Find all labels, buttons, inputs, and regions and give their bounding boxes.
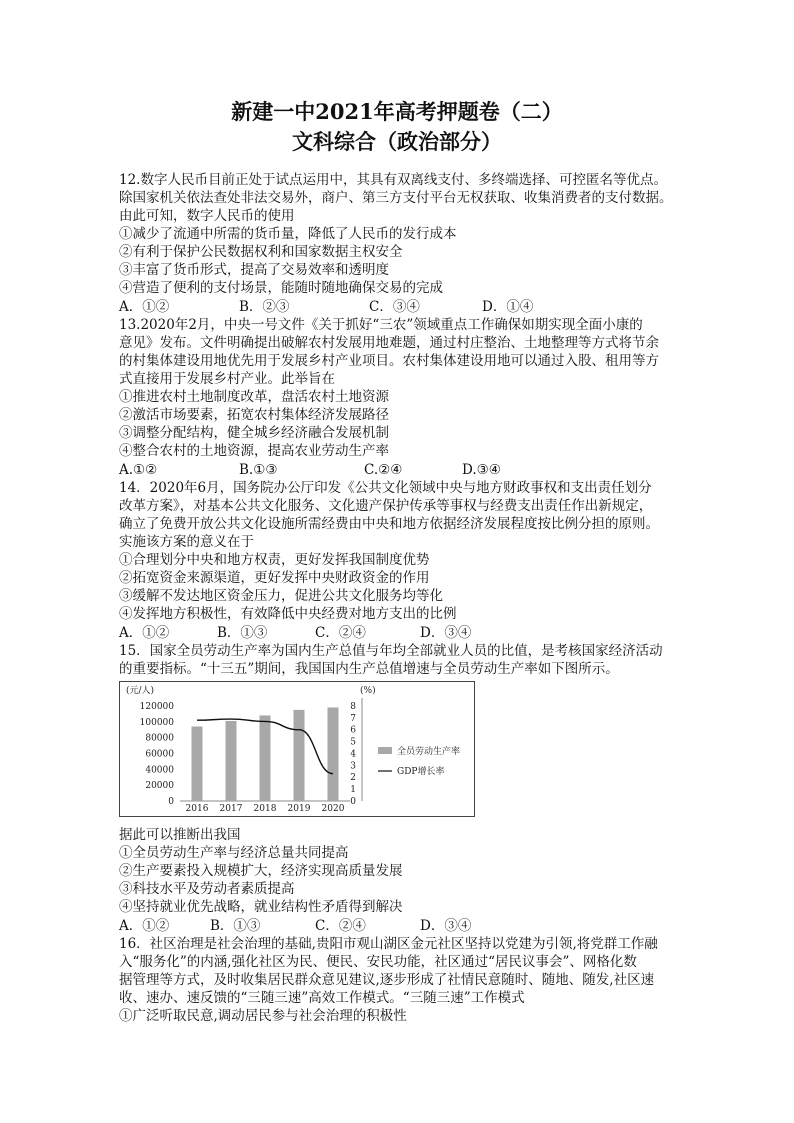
q12-option-a[interactable]: A．①② — [119, 299, 170, 315]
right-tick-label: 8 — [350, 701, 356, 712]
left-axis-unit: (元/人) — [126, 686, 155, 696]
x-tick-label: 2018 — [253, 804, 277, 814]
q13-option-c[interactable]: C.②④ — [364, 462, 403, 478]
chart-svg — [120, 682, 474, 816]
q16-line: 16．社区治理是社会治理的基础,贵阳市观山湖区金元社区坚持以党建为引领,将党群工作融 — [119, 936, 658, 952]
q12-line: 除国家机关依法查处非法交易外，商户、第三方支付平台无权获取、收集消费者的支付数据。 — [119, 190, 673, 206]
q14-line: 14．2020年6月，国务院办公厅印发《公共文化领域中央与地方财政事权和支出责任划分 — [119, 480, 652, 496]
q12-option-b[interactable]: B．②③ — [239, 299, 290, 315]
q14-line: ①合理划分中央和地方权责，更好发挥我国制度优势 — [119, 552, 430, 568]
q16-line: ①广泛听取民意,调动居民参与社会治理的积极性 — [119, 1008, 407, 1024]
q12-line: 由此可知，数字人民币的使用 — [119, 208, 295, 224]
bar-productivity — [328, 708, 339, 801]
q14-option-c[interactable]: C．②④ — [315, 625, 366, 641]
q14-option-b[interactable]: B．①③ — [217, 625, 268, 641]
q14-line: 确立了免费开放公共文化设施所需经费由中央和地方依据经济发展程度按比例分担的原则。 — [119, 516, 659, 532]
exam-subtitle: 文科综合（政治部分） — [292, 129, 502, 154]
q13-option-a[interactable]: A.①② — [119, 462, 158, 478]
q16-line: 收、速办、速反馈的“三随三速”高效工作模式。“三随三速”工作模式 — [119, 990, 525, 1006]
q13-line: 的村集体建设用地优先用于发展乡村产业项目。农村集体建设用地可以通过入股、租用等方 — [119, 353, 659, 369]
q16-line: 据管理等方式，及时收集居民群众意见建议,逐步形成了社情民意随时、随地、随发,社区速 — [119, 972, 655, 988]
left-tick-label: 100000 — [139, 717, 174, 728]
right-tick-label: 1 — [350, 785, 356, 796]
q12-line: ②有利于保护公民数据权利和国家数据主权安全 — [119, 244, 403, 260]
q14-option-a[interactable]: A．①② — [119, 625, 170, 641]
q15-option-a[interactable]: A．①② — [119, 918, 170, 934]
right-tick-label: 4 — [350, 749, 356, 760]
x-tick-label: 2016 — [185, 804, 209, 814]
q12-line: 12.数字人民币目前正处于试点运用中，其具有双离线支付、多终端选择、可控匿名等优点。 — [119, 172, 667, 188]
q12-option-c[interactable]: C．③④ — [369, 299, 420, 315]
q14-line: ②拓宽资金来源渠道，更好发挥中央财政资金的作用 — [119, 570, 430, 586]
q13-line: 式直接用于发展乡村产业。此举旨在 — [119, 371, 335, 387]
q13-line: 意见》发布。文件明确提出破解农村发展用地难题，通过村庄整治、土地整理等方式将节余 — [119, 335, 659, 351]
q13-line: ②激活市场要素，拓宽农村集体经济发展路径 — [119, 407, 389, 423]
x-tick-label: 2020 — [321, 804, 345, 814]
q14-line: 改革方案》，对基本公共文化服务、文化遗产保护传承等事权与经费支出责任作出新规定， — [119, 498, 653, 514]
bar-productivity — [192, 727, 203, 801]
q15-line: ①全员劳动生产率与经济总量共同提高 — [119, 845, 349, 861]
q15-line: ②生产要素投入规模扩大，经济实现高质量发展 — [119, 863, 403, 879]
q13-option-d[interactable]: D.③④ — [462, 462, 501, 478]
q15-line: 15．国家全员劳动生产率为国内生产总值与年均全部就业人员的比值，是考核国家经济活动 — [119, 643, 663, 659]
q15-line: 据此可以推断出我国 — [119, 827, 241, 843]
q13-line: ④整合农村的土地资源，提高农业劳动生产率 — [119, 443, 389, 459]
left-tick-label: 80000 — [145, 733, 174, 744]
q13-line: ①推进农村土地制度改革，盘活农村土地资源 — [119, 389, 389, 405]
legend-label-productivity: 全员劳动生产率 — [397, 747, 461, 757]
bar-productivity — [294, 710, 305, 801]
q14-line: 实施该方案的意义在于 — [119, 534, 254, 550]
legend-label-gdp: GDP增长率 — [397, 767, 445, 777]
bar-productivity — [226, 721, 237, 801]
q13-line: 13.2020年2月，中央一号文件《关于抓好“三农”领域重点工作确保如期实现全面小康的 — [119, 317, 643, 333]
right-tick-label: 7 — [350, 713, 356, 724]
right-tick-label: 2 — [350, 773, 356, 784]
bar-productivity — [260, 715, 271, 801]
q12-line: ①减少了流通中所需的货币量，降低了人民币的发行成本 — [119, 226, 457, 242]
q12-line: ③丰富了货币形式，提高了交易效率和透明度 — [119, 262, 389, 278]
right-tick-label: 3 — [350, 761, 356, 772]
q15-option-c[interactable]: C．②④ — [315, 918, 366, 934]
q16-line: 入“服务化”的内涵,强化社区为民、便民、安民功能，社区通过“居民议事会”、网格化数 — [119, 954, 637, 970]
right-tick-label: 6 — [350, 725, 356, 736]
left-tick-label: 0 — [168, 797, 174, 807]
legend-swatch-productivity — [378, 747, 392, 754]
q12-line: ④营造了便利的支付场景，能随时随地确保交易的完成 — [119, 280, 443, 296]
q15-line: ③科技水平及劳动者素质提高 — [119, 881, 295, 897]
exam-title: 新建一中2021年高考押题卷（二） — [231, 99, 563, 124]
q14-option-d[interactable]: D．③④ — [420, 625, 472, 641]
q12-option-d[interactable]: D．①④ — [482, 299, 534, 315]
q14-line: ③缓解不发达地区资金压力，促进公共文化服务均等化 — [119, 588, 443, 604]
q15-option-b[interactable]: B．①③ — [210, 918, 261, 934]
right-tick-label: 0 — [350, 797, 356, 807]
productivity-gdp-chart — [119, 681, 475, 817]
q14-line: ④发挥地方积极性，有效降低中央经费对地方支出的比例 — [119, 606, 457, 622]
left-tick-label: 60000 — [145, 749, 174, 760]
right-axis-unit: (%) — [360, 686, 376, 696]
x-tick-label: 2019 — [287, 804, 311, 814]
q13-line: ③调整分配结构，健全城乡经济融合发展机制 — [119, 425, 389, 441]
q15-option-d[interactable]: D．③④ — [420, 918, 472, 934]
q15-line: 的重要指标。“十三五”期间，我国国内生产总值增速与全员劳动生产率如下图所示。 — [119, 661, 619, 677]
right-tick-label: 5 — [350, 737, 356, 748]
left-tick-label: 40000 — [145, 765, 174, 776]
q13-option-b[interactable]: B.①③ — [239, 462, 278, 478]
left-tick-label: 20000 — [145, 781, 174, 792]
left-tick-label: 120000 — [139, 701, 174, 712]
x-tick-label: 2017 — [219, 804, 243, 814]
q15-line: ④坚持就业优先战略，就业结构性矛盾得到解决 — [119, 899, 403, 915]
